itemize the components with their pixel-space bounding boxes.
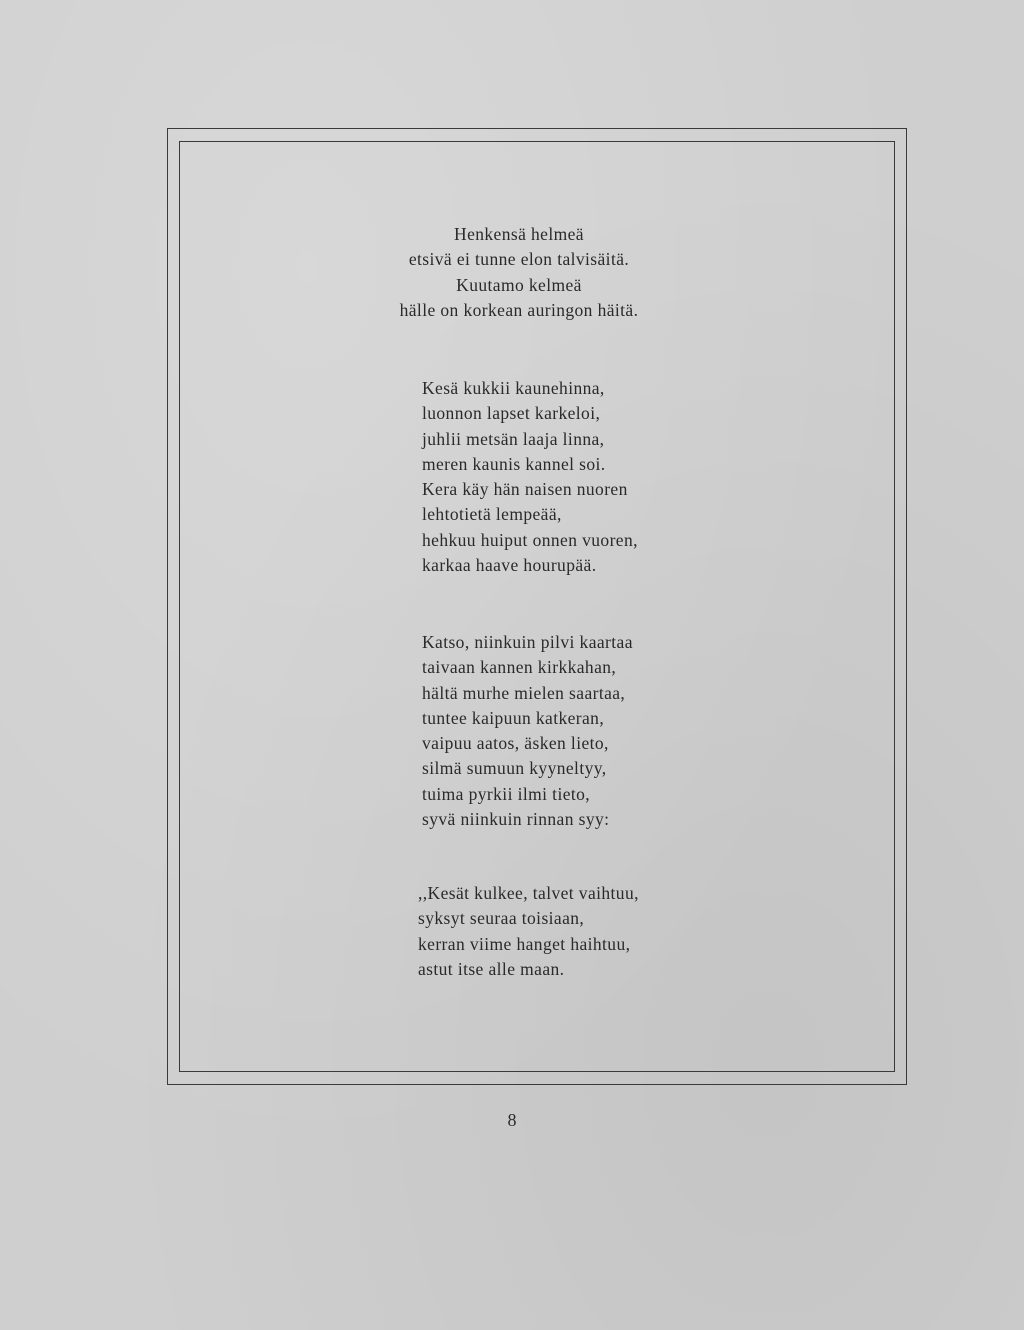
- poem-line: vaipuu aatos, äsken lieto,: [422, 733, 609, 754]
- poem-line: hältä murhe mielen saartaa,: [422, 682, 626, 703]
- poem-line: karkaa haave hourupää.: [422, 555, 597, 576]
- poem-line: Kesä kukkii kaunehinna,: [422, 378, 605, 398]
- poem-line: etsivä ei tunne elon talvisäitä.: [408, 249, 630, 270]
- poem-line: tuima pyrkii ilmi tieto,: [422, 783, 591, 804]
- poem-line: Katso, niinkuin pilvi kaartaa: [422, 632, 633, 652]
- poem-stanza-4: [418, 881, 639, 982]
- poem-line: astut itse alle maan.: [418, 958, 565, 979]
- poem-line: syksyt seuraa toisiaan,: [418, 908, 585, 929]
- poem-line: lehtotietä lempeää,: [422, 504, 562, 525]
- poem-line: meren kaunis kannel soi.: [422, 453, 606, 474]
- poem-line: luonnon lapset karkeloi,: [422, 403, 601, 424]
- poem-stanza-3: [422, 630, 633, 832]
- poem-stanza-2: [422, 376, 638, 578]
- page-number: 8: [507, 1110, 517, 1130]
- poem-line: Kera käy hän naisen nuoren: [422, 479, 628, 500]
- poem-line: syvä niinkuin rinnan syy:: [422, 809, 610, 830]
- poem-line: taivaan kannen kirkkahan,: [422, 657, 617, 678]
- poem-line: Kuutamo kelmeä: [456, 274, 582, 295]
- poem-line: hälle on korkean auringon häitä.: [399, 299, 639, 320]
- poem-line: ,,Kesät kulkee, talvet vaihtuu,: [418, 883, 639, 903]
- poem-line: Henkensä helmeä: [454, 224, 584, 244]
- poem-stanza-1: [0, 222, 1024, 323]
- poem-line: juhlii metsän laaja linna,: [422, 428, 605, 449]
- poem-line: hehkuu huiput onnen vuoren,: [422, 529, 638, 550]
- poem-line: tuntee kaipuun katkeran,: [422, 707, 605, 728]
- poem-line: kerran viime hanget haihtuu,: [418, 933, 631, 954]
- poem-line: silmä sumuun kyyneltyy,: [422, 758, 607, 779]
